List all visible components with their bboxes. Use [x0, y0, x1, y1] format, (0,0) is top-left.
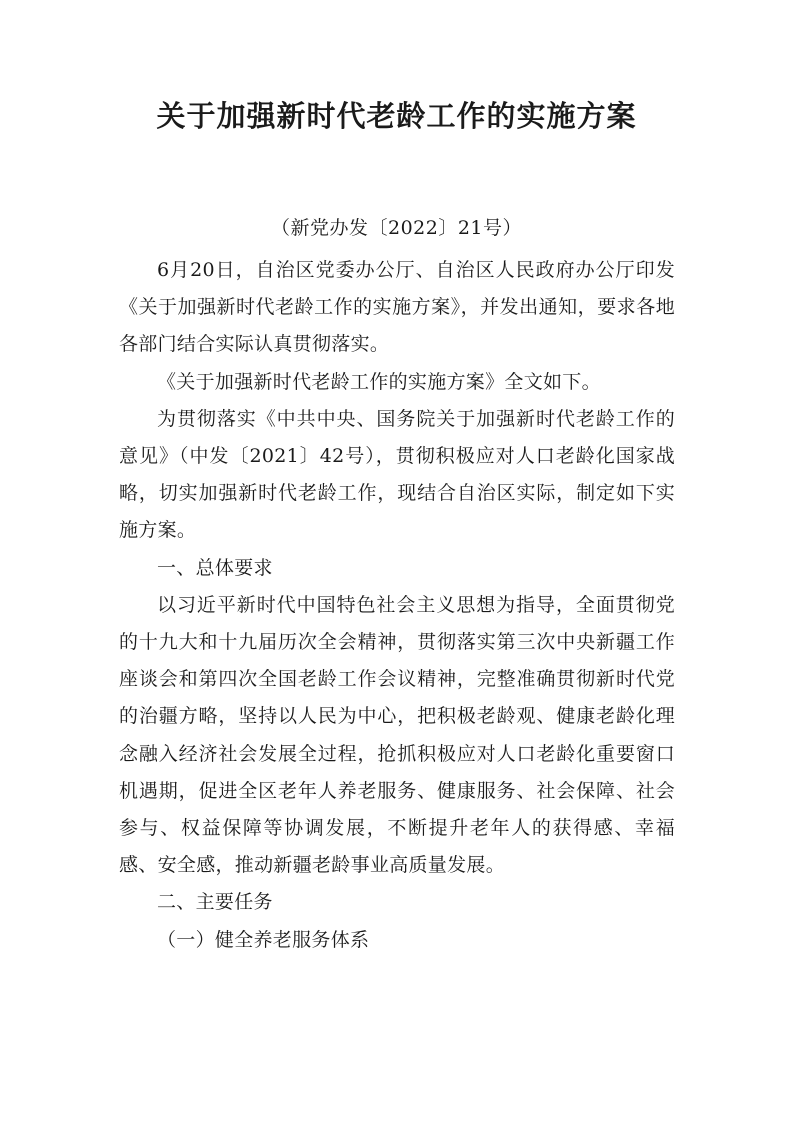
- document-title: 关于加强新时代老龄工作的实施方案: [156, 99, 637, 133]
- paragraph-purpose: 为贯彻落实《中共中央、国务院关于加强新时代老龄工作的意见》（中发〔2021〕42号），贯彻积极应对人口老龄化国家战略，切实加强新时代老龄工作，现结合自治区实际，制定如下实施方案。: [119, 407, 675, 542]
- paragraph-guiding-principles: 以习近平新时代中国特色社会主义思想为指导，全面贯彻党的十九大和十九届历次全会精神，贯彻落实第三次中央新疆工作座谈会和第四次全国老龄工作会议精神，完整准确贯彻新时代党的治疆方略，坚持以人民为中心，把积极老龄观、健康老龄化理念融入经济社会发展全过程，抢抓积极应对人口老龄化重要窗口机遇期，促进全区老年人养老服务、健康服务、社会保障、社会参与、权益保障等协调发展，不断提升老年人的获得感、幸福感、安全感，推动新疆老龄事业高质量发展。: [119, 593, 675, 877]
- subsection-heading-elderly-care-system: （一）健全养老服务体系: [157, 928, 370, 951]
- paragraph-fulltext-note: 《关于加强新时代老龄工作的实施方案》全文如下。: [157, 370, 601, 393]
- document-number: （新党办发〔2022〕21号）: [270, 217, 523, 239]
- section-heading-main-tasks: 二、主要任务: [157, 891, 273, 914]
- document-body: [119, 252, 675, 959]
- section-heading-general-requirements: 一、总体要求: [157, 556, 273, 579]
- paragraph-intro: 6月20日，自治区党委办公厅、自治区人民政府办公厅印发《关于加强新时代老龄工作的实施方案》，并发出通知，要求各地各部门结合实际认真贯彻落实。: [119, 259, 675, 356]
